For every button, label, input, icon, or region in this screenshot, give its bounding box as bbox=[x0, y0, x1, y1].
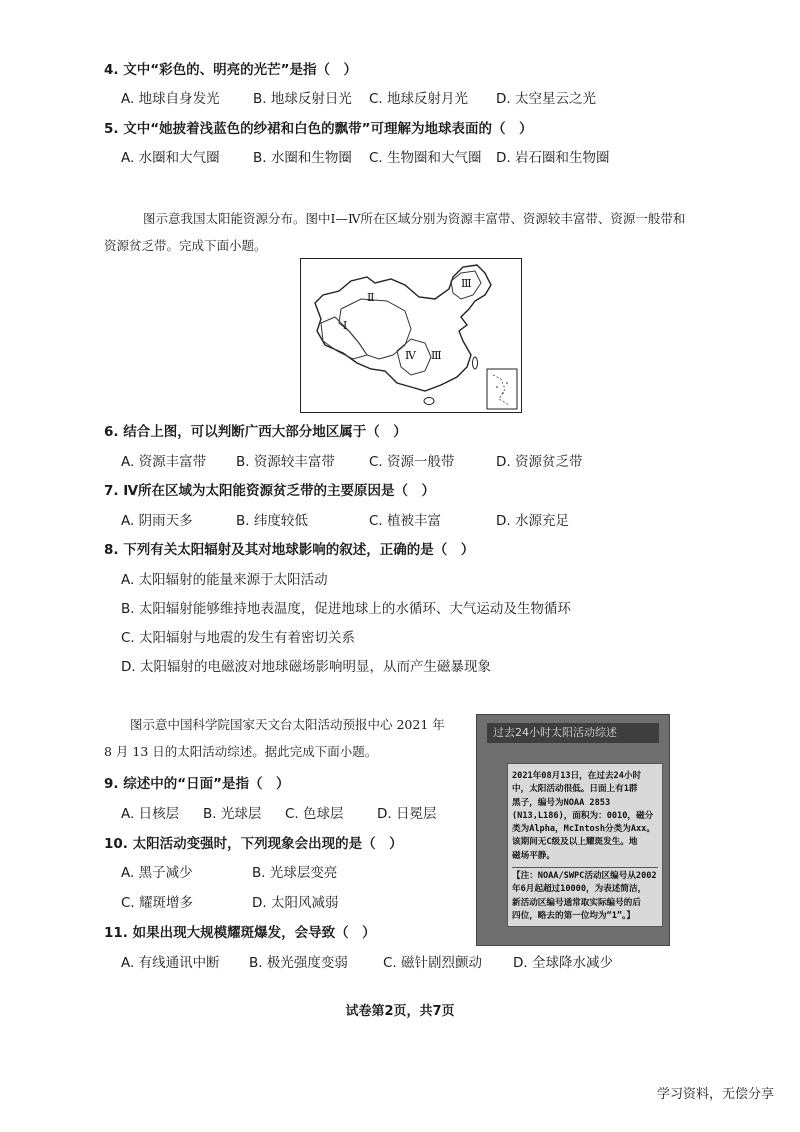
map-label-region-3-south: Ⅲ bbox=[431, 349, 442, 362]
summary-line: 磁场平静。 bbox=[512, 850, 555, 861]
question-11-stem: 11. 如果出现大规模耀斑爆发，会导致（ ） bbox=[104, 925, 376, 941]
summary-line: 该期间无C级及以上耀斑发生。地 bbox=[512, 837, 638, 848]
question-7-option-a: A. 阴雨天多 bbox=[121, 513, 193, 529]
question-10-option-a: A. 黑子减少 bbox=[121, 865, 193, 881]
watermark-text: 学习资料，无偿分享 bbox=[656, 1087, 774, 1102]
solar-resource-map bbox=[300, 258, 522, 413]
question-10-option-b: B. 光球层变亮 bbox=[252, 865, 338, 881]
question-8-option-c: C. 太阳辐射与地震的发生有着密切关系 bbox=[121, 630, 356, 646]
question-9-option-d: D. 日冕层 bbox=[377, 806, 437, 822]
question-4-option-d: D. 太空星云之光 bbox=[496, 91, 596, 107]
question-10-option-c: C. 耀斑增多 bbox=[121, 895, 194, 911]
summary-note-line: 新活动区编号通常取实际编号的后 bbox=[512, 897, 641, 908]
summary-panel-title: 过去24小时太阳活动综述 bbox=[487, 723, 659, 743]
summary-line: 类为Alpha，McIntosh分类为Axx。 bbox=[512, 824, 655, 835]
question-7-option-c: C. 植被丰富 bbox=[369, 513, 442, 529]
question-9-stem: 9. 综述中的“日面”是指（ ） bbox=[104, 776, 290, 792]
question-10-stem: 10. 太阳活动变强时，下列现象会出现的是（ ） bbox=[104, 836, 403, 852]
question-8-option-a: A. 太阳辐射的能量来源于太阳活动 bbox=[121, 572, 328, 588]
china-outline-map bbox=[301, 259, 521, 412]
solar-activity-summary-panel bbox=[476, 714, 670, 946]
summary-note-line: 【注：NOAA/SWPC活动区编号从2002 bbox=[512, 871, 657, 882]
summary-line: (N13,L186)，面积为：0010，磁分 bbox=[512, 810, 654, 821]
question-4-stem: 4. 文中“彩色的、明亮的光芒”是指（ ） bbox=[104, 62, 357, 78]
question-5-stem: 5. 文中“她披着浅蓝色的纱裙和白色的飘带”可理解为地球表面的（ ） bbox=[104, 121, 533, 137]
question-5-option-a: A. 水圈和大气圈 bbox=[121, 150, 220, 166]
question-8-option-d: D. 太阳辐射的电磁波对地球磁场影响明显，从而产生磁暴现象 bbox=[121, 659, 491, 675]
question-6-option-d: D. 资源贫乏带 bbox=[496, 454, 583, 470]
question-4-option-c: C. 地球反射月光 bbox=[369, 91, 469, 107]
question-11-option-b: B. 极光强度变弱 bbox=[249, 955, 348, 971]
summary-line: 2021年08月13日，在过去24小时 bbox=[512, 771, 642, 781]
summary-note-line: 四位，略去的第一位均为“1”。】 bbox=[512, 910, 635, 921]
solar-intro-line-2: 8 月 13 日的太阳活动综述。据此完成下面小题。 bbox=[104, 744, 378, 759]
summary-note-line: 年6月起超过10000，为表述简洁， bbox=[512, 884, 647, 895]
solar-intro-line-1: 图示意中国科学院国家天文台太阳活动预报中心 2021 年 bbox=[130, 717, 445, 732]
question-10-option-d: D. 太阳风减弱 bbox=[252, 895, 339, 911]
question-11-option-d: D. 全球降水减少 bbox=[513, 955, 613, 971]
question-8-stem: 8. 下列有关太阳辐射及其对地球影响的叙述，正确的是（ ） bbox=[104, 542, 475, 558]
question-4-option-a: A. 地球自身发光 bbox=[121, 91, 220, 107]
question-4-option-b: B. 地球反射日光 bbox=[253, 91, 352, 107]
question-9-option-c: C. 色球层 bbox=[285, 806, 344, 822]
map-intro-line-1: 图示意我国太阳能资源分布。图中Ⅰ—Ⅳ所在区域分别为资源丰富带、资源较丰富带、资源一般带和 bbox=[143, 211, 686, 226]
question-11-option-c: C. 磁针剧烈颤动 bbox=[383, 955, 483, 971]
question-6-option-b: B. 资源较丰富带 bbox=[236, 454, 335, 470]
map-label-region-3-north: Ⅲ bbox=[461, 277, 472, 290]
summary-panel-body bbox=[507, 763, 663, 927]
map-intro-line-2: 资源贫乏带。完成下面小题。 bbox=[104, 238, 267, 253]
question-7-option-d: D. 水源充足 bbox=[496, 513, 569, 529]
summary-divider bbox=[512, 863, 658, 868]
page-footer: 试卷第2页，共7页 bbox=[345, 1004, 455, 1019]
question-5-option-d: D. 岩石圈和生物圈 bbox=[496, 150, 610, 166]
map-label-region-1: Ⅰ bbox=[343, 319, 348, 332]
question-7-stem: 7. Ⅳ所在区域为太阳能资源贫乏带的主要原因是（ ） bbox=[104, 483, 436, 499]
question-9-option-b: B. 光球层 bbox=[203, 806, 262, 822]
question-11-option-a: A. 有线通讯中断 bbox=[121, 955, 220, 971]
question-9-option-a: A. 日核层 bbox=[121, 806, 180, 822]
question-5-option-b: B. 水圈和生物圈 bbox=[253, 150, 352, 166]
map-label-region-4: Ⅳ bbox=[405, 349, 416, 362]
question-6-stem: 6. 结合上图，可以判断广西大部分地区属于（ ） bbox=[104, 424, 407, 440]
map-label-region-2: Ⅱ bbox=[367, 291, 375, 304]
summary-line: 中，太阳活动很低。日面上有1群 bbox=[512, 784, 638, 795]
question-7-option-b: B. 纬度较低 bbox=[236, 513, 308, 529]
question-6-option-c: C. 资源一般带 bbox=[369, 454, 455, 470]
summary-line: 黑子，编号为NOAA 2853 bbox=[512, 797, 611, 808]
question-8-option-b: B. 太阳辐射能够维持地表温度，促进地球上的水循环、大气运动及生物循环 bbox=[121, 601, 571, 617]
question-6-option-a: A. 资源丰富带 bbox=[121, 454, 207, 470]
question-5-option-c: C. 生物圈和大气圈 bbox=[369, 150, 482, 166]
